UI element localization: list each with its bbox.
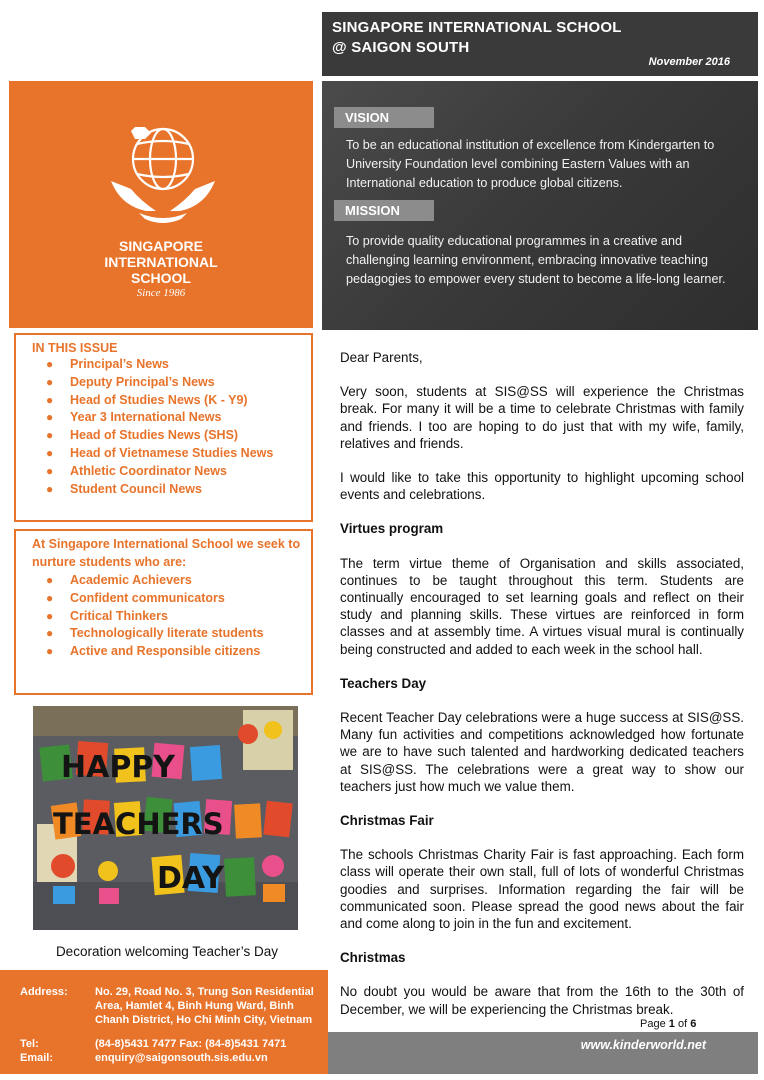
list-item: ● Critical Thinkers — [32, 608, 311, 626]
school-logo-panel — [9, 81, 313, 328]
teachers-day-photo — [33, 706, 298, 930]
list-item: ● Head of Studies News (SHS) — [32, 427, 311, 445]
email-label: Email: — [20, 1052, 54, 1064]
section-heading-virtues: Virtues program — [340, 521, 444, 537]
bullet-icon: ● — [46, 428, 54, 443]
issue-date: November 2016 — [648, 56, 730, 68]
list-item: ● Head of Vietnamese Studies News — [32, 445, 311, 463]
photo-caption: Decoration welcoming Teacher’s Day — [55, 944, 279, 959]
principal-letter — [340, 349, 744, 1035]
address-value: No. 29, Road No. 3, Trung Son Residential Area, Hamlet 4, Binh Hung Ward, Binh Chanh District, Ho Chi Minh City, Vietnam — [95, 986, 314, 1026]
section-heading-christmas: Christmas — [340, 950, 406, 966]
in-this-issue-title: IN THIS ISSUE — [32, 341, 118, 355]
mission-label: MISSION — [334, 200, 434, 221]
list-item: ● Principal’s News — [32, 356, 311, 374]
bullet-icon: ● — [46, 463, 54, 478]
tel-value: (84-8)5431 7477 Fax: (84-8)5431 7471 — [95, 1038, 287, 1050]
address-label: Address: — [20, 986, 68, 998]
bullet-icon: ● — [46, 445, 54, 460]
bullet-icon: ● — [46, 626, 54, 641]
letter-paragraph: Very soon, students at SIS@SS will experience the Christmas break. For many it will be a time to celebrate Christmas with family and friends. I too are hoping to do just that with my wife, family, relatives and friends. — [340, 384, 744, 451]
list-item: ● Head of Studies News (K - Y9) — [32, 392, 311, 410]
logo-since: Since 1986 — [136, 287, 186, 299]
bullet-icon: ● — [46, 573, 54, 587]
vision-label: VISION — [334, 107, 434, 128]
values-intro: At Singapore International School we seek to nurture students who are: — [32, 537, 301, 569]
list-item: ● Confident communicators — [32, 590, 311, 608]
tel-label: Tel: — [20, 1038, 39, 1050]
vision-text: To be an educational institution of excellence from Kindergarten to University Foundation level combining Eastern Values with an International education to produce global citizens. — [346, 138, 715, 190]
logo-wordmark-line: INTERNATIONAL — [104, 254, 218, 270]
bullet-icon: ● — [46, 644, 54, 659]
website-footer — [328, 1032, 758, 1074]
issue-list — [32, 356, 311, 498]
list-item: ● Active and Responsible citizens — [32, 643, 311, 661]
values-list — [32, 572, 311, 661]
student-values-box — [14, 529, 313, 695]
list-item: ● Student Council News — [32, 481, 311, 499]
bullet-icon: ● — [46, 410, 54, 425]
bullet-icon: ● — [46, 392, 54, 407]
campus-name: @ SAIGON SOUTH — [332, 39, 470, 56]
contact-footer — [0, 970, 328, 1074]
school-name: SINGAPORE INTERNATIONAL SCHOOL — [332, 19, 622, 36]
teachers-lettering: TEACHERS — [53, 807, 224, 841]
page-number: Page 1 of 6 — [640, 1018, 697, 1030]
section-heading-christmas-fair: Christmas Fair — [340, 813, 434, 829]
letter-greeting: Dear Parents, — [340, 350, 423, 365]
teachers-day-board-illustration — [33, 706, 298, 930]
email-link[interactable]: enquiry@saigonsouth.sis.edu.vn — [95, 1052, 268, 1064]
bullet-icon: ● — [46, 608, 54, 623]
bullet-icon: ● — [46, 590, 54, 605]
globe-hands-logo-icon — [101, 111, 221, 231]
letter-paragraph: The term virtue theme of Organisation and skills associated, continues to be taught throughout this term. Students are continually encouraged to set learning goals and reflect on their study and planning skills. These virtues are reinforced in form classes and at assembly time. A virtues visual mural is continually being constructed and added to each week in the school hall. — [340, 555, 744, 657]
day-lettering: DAY — [157, 861, 224, 896]
letter-paragraph: The schools Christmas Charity Fair is fast approaching. Each form class will operate their own stall, full of lots of wonderful Christmas goodies and surprises. Information regarding the fair will be communicated soon. Please spread the good news about the fair and come along to join in the fun and excitement. — [340, 847, 744, 932]
list-item: ● Technologically literate students — [32, 625, 311, 643]
letter-paragraph: No doubt you would be aware that from the 16th to the 30th of December, we will be experiencing the Christmas break. — [340, 984, 744, 1017]
logo-wordmark-line: SINGAPORE — [118, 238, 203, 254]
mission-text: To provide quality educational programmes in a creative and challenging learning environment, embracing innovative teaching pedagogies to empower every student to become a life-long learner. — [346, 234, 726, 286]
list-item: ● Athletic Coordinator News — [32, 463, 311, 481]
bullet-icon: ● — [46, 481, 54, 496]
letter-paragraph: I would like to take this opportunity to highlight upcoming school events and celebrations. — [340, 470, 744, 503]
list-item: ● Deputy Principal’s News — [32, 374, 311, 392]
bullet-icon: ● — [46, 374, 54, 389]
happy-lettering: HAPPY — [61, 750, 176, 785]
section-heading-teachers-day: Teachers Day — [340, 675, 427, 691]
letter-paragraph: Recent Teacher Day celebrations were a huge success at SIS@SS. Many fun activities and competitions acknowledged how fortunate we are to have such talented and hardworking dedicated teachers at SIS@SS. The celebrations were a great way to show our teachers just how much we value them. — [340, 710, 744, 794]
list-item: ● Academic Achievers — [32, 572, 311, 590]
list-item: ● Year 3 International News — [32, 409, 311, 427]
in-this-issue-box — [14, 333, 313, 522]
masthead — [322, 12, 758, 76]
bullet-icon: ● — [46, 357, 54, 371]
logo-wordmark-line: SCHOOL — [131, 270, 191, 286]
vision-mission-panel — [322, 81, 758, 330]
website-link[interactable]: www.kinderworld.net — [580, 1038, 706, 1052]
